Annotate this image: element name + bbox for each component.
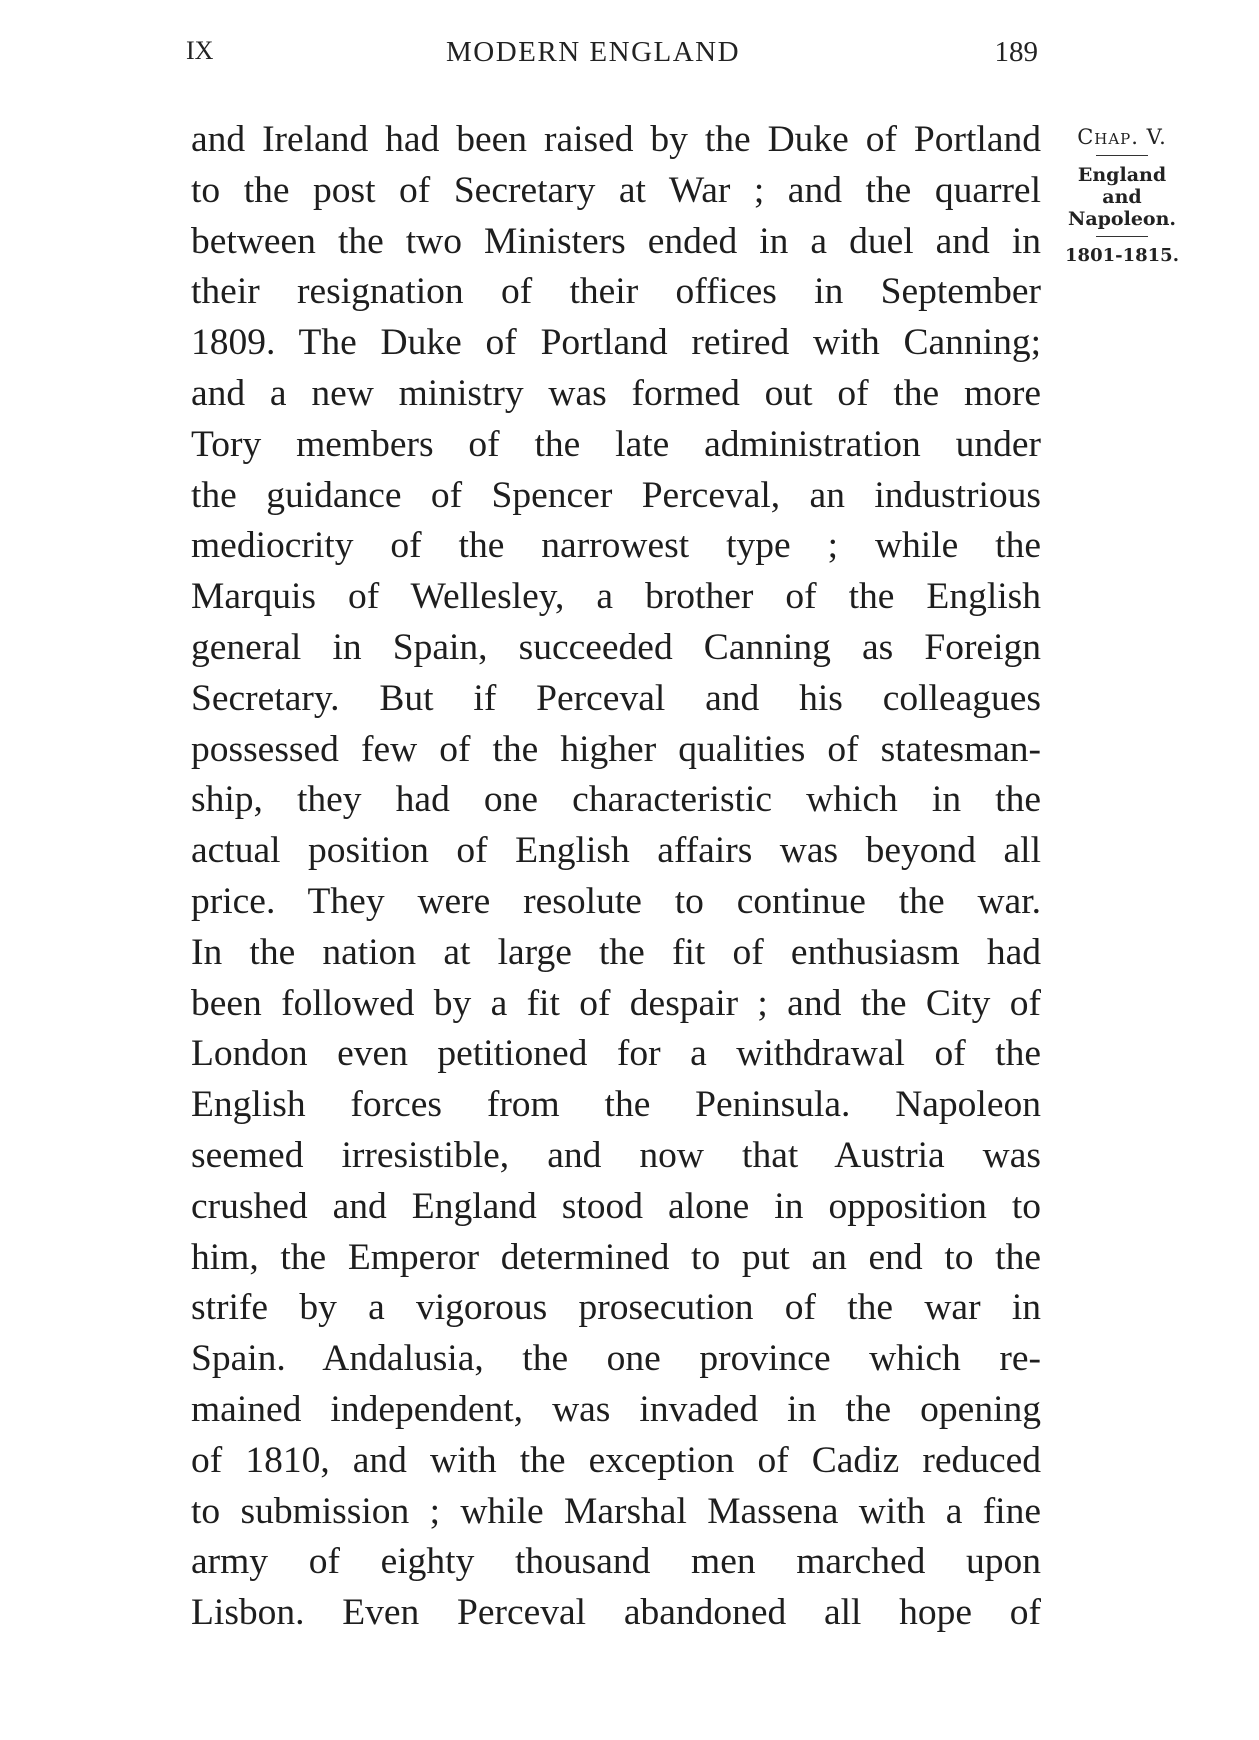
text-line: London even petitioned for a withdrawal of the: [191, 1033, 1041, 1075]
text-line: possessed few of the higher qualities of statesman-: [191, 728, 1041, 770]
text-line: the guidance of Spencer Perceval, an industrious: [191, 474, 1041, 516]
text-line: crushed and England stood alone in opposition to: [191, 1185, 1041, 1227]
text-line: of 1810, and with the exception of Cadiz reduced: [191, 1439, 1041, 1481]
text-line: Secretary. But if Perceval and his colleagues: [191, 677, 1041, 719]
sidenote-dates: 1801-1815.: [1065, 245, 1179, 266]
sidenote-rule: [1096, 236, 1148, 237]
text-line: and Ireland had been raised by the Duke of Portland: [191, 119, 1041, 160]
sidenote-rule: [1096, 155, 1148, 156]
text-line: Spain. Andalusia, the one province which re-: [191, 1338, 1041, 1380]
text-line: mediocrity of the narrowest type ; while the: [191, 525, 1041, 567]
text-line: Tory members of the late administration under: [191, 423, 1041, 465]
text-line: him, the Emperor determined to put an end to the: [191, 1236, 1041, 1278]
running-header: [186, 36, 1038, 76]
text-line: English forces from the Peninsula. Napoleon: [191, 1084, 1041, 1126]
text-line: been followed by a fit of despair ; and the City of: [191, 982, 1041, 1024]
sidenote-topic-line: and: [1102, 186, 1142, 208]
text-line: general in Spain, succeeded Canning as Foreign: [191, 626, 1041, 668]
text-line: their resignation of their offices in September: [191, 271, 1041, 313]
text-line: to submission ; while Marshal Massena with a fine: [191, 1490, 1041, 1532]
text-line: seemed irresistible, and now that Austria was: [191, 1134, 1041, 1176]
text-line: army of eighty thousand men marched upon: [191, 1541, 1041, 1583]
margin-sidenote: [1058, 125, 1186, 266]
body-text: [191, 115, 1041, 1639]
running-title: MODERN ENGLAND: [446, 36, 741, 68]
sidenote-topic-line: Napoleon.: [1067, 208, 1177, 230]
text-line: actual position of English affairs was beyond all: [191, 830, 1041, 872]
text-line: between the two Ministers ended in a duel and in: [191, 220, 1041, 262]
chapter-roman-numeral: IX: [186, 36, 214, 65]
text-line: mained independent, was invaded in the opening: [191, 1388, 1041, 1430]
text-line: 1809. The Duke of Portland retired with Canning;: [191, 322, 1041, 364]
text-line: In the nation at large the fit of enthusiasm had: [191, 931, 1041, 973]
text-line: strife by a vigorous prosecution of the war in: [191, 1287, 1041, 1329]
text-line: to the post of Secretary at War ; and the quarrel: [191, 169, 1041, 211]
sidenote-topic: [1058, 164, 1186, 230]
text-line: Lisbon. Even Perceval abandoned all hope of: [191, 1592, 1041, 1634]
text-line: price. They were resolute to continue the war.: [191, 880, 1041, 922]
text-line: Marquis of Wellesley, a brother of the English: [191, 576, 1041, 618]
page-number: 189: [994, 36, 1038, 68]
text-line: ship, they had one characteristic which in the: [191, 779, 1041, 821]
text-line: and a new ministry was formed out of the more: [191, 372, 1041, 414]
sidenote-chapter: Chap. V.: [1077, 125, 1167, 149]
sidenote-topic-line: England: [1077, 164, 1167, 186]
